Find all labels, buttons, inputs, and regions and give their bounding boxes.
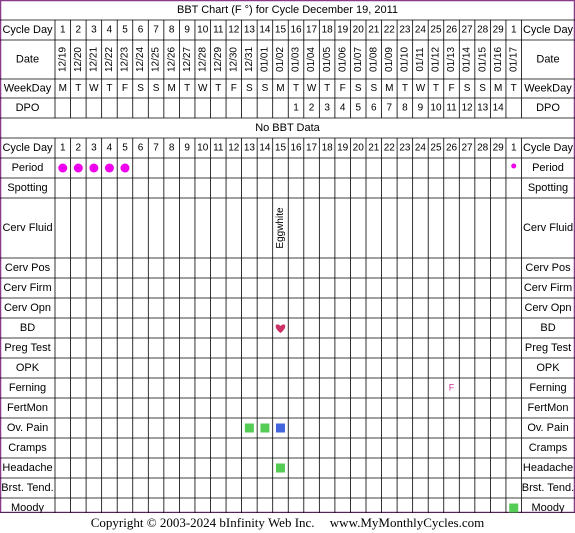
date-label: 01/02 (275, 46, 287, 73)
row-label-right-preg-test: Preg Test (524, 341, 572, 354)
weekday-value: F (230, 83, 237, 95)
cycle-day-value: 5 (122, 24, 128, 36)
weekday-value: T (401, 83, 408, 95)
cycle-day-value: 5 (122, 142, 128, 154)
weekday-value: M (167, 83, 176, 95)
cycle-day-value: 7 (153, 24, 159, 36)
cycle-day-value: 23 (399, 142, 411, 154)
cycle-day-value: 2 (75, 142, 82, 154)
weekday-value: T (432, 83, 440, 95)
row-label-right-cycle-day-2: Cycle Day (522, 141, 574, 154)
weekday-value: S (261, 83, 269, 95)
cycle-day-value: 2 (75, 24, 82, 36)
symptom-square (245, 424, 254, 433)
cycle-day-value: 26 (445, 24, 458, 36)
cycle-day-value: 12 (228, 142, 240, 154)
date-label: 01/17 (508, 46, 520, 73)
cycle-day-value: 18 (321, 142, 333, 154)
cycle-day-value: 19 (337, 24, 349, 36)
dpo-value: 11 (446, 102, 457, 114)
cycle-day-value: 9 (184, 24, 190, 36)
period-dot (89, 164, 98, 173)
row-label-right-ov-pain: Ov. Pain (527, 421, 569, 434)
date-label: 01/09 (383, 46, 395, 73)
date-label: 01/01 (259, 46, 271, 73)
cycle-day-value: 28 (477, 24, 489, 36)
date-label: 01/14 (461, 46, 473, 73)
period-dot (105, 164, 114, 173)
weekday-value: T (106, 83, 113, 95)
dpo-value: 12 (461, 102, 473, 114)
cycle-day-value: 3 (91, 142, 97, 154)
chart-border (1, 1, 575, 513)
row-label-right-dpo: DPO (536, 101, 560, 114)
row-label-cerv-opn: Cerv Opn (3, 301, 52, 314)
date-label: 12/24 (135, 46, 147, 73)
cycle-day-value: 21 (368, 142, 380, 154)
weekday-value: M (276, 83, 285, 95)
cycle-day-value: 15 (274, 142, 287, 154)
row-label-right-opk: OPK (536, 361, 560, 374)
heart-icon (276, 324, 286, 333)
cycle-day-value: 17 (306, 24, 318, 36)
cycle-day-value: 6 (137, 142, 144, 154)
weekday-value: F (448, 83, 455, 95)
date-label: 12/23 (119, 46, 131, 73)
dpo-value: 4 (339, 102, 346, 114)
weekday-value: S (246, 83, 253, 95)
period-dot (74, 164, 83, 173)
row-label-opk: OPK (15, 361, 40, 374)
symptom-square (276, 424, 285, 433)
row-label-dpo: DPO (15, 101, 40, 114)
cycle-day-value: 14 (259, 24, 271, 36)
weekday-value: S (370, 83, 378, 95)
dpo-value: 14 (492, 102, 504, 114)
cycle-day-value: 18 (321, 24, 333, 36)
cycle-day-value: 27 (461, 142, 473, 154)
weekday-value: S (463, 83, 471, 95)
weekday-value: F (121, 83, 129, 95)
date-label: 12/21 (88, 46, 100, 73)
dpo-value: 10 (430, 102, 442, 114)
row-label-cycle-day-2: Cycle Day (2, 141, 53, 154)
dpo-value: 3 (324, 102, 330, 114)
weekday-value: W (306, 83, 317, 95)
cycle-day-value: 13 (243, 24, 255, 36)
date-label: 12/31 (244, 46, 256, 73)
cycle-day-value: 24 (414, 142, 426, 154)
cycle-day-value: 13 (243, 142, 255, 154)
row-label-cerv-fluid: Cerv Fluid (2, 221, 53, 234)
row-label-right-moody: Moody (531, 501, 565, 513)
weekday-value: T (75, 83, 82, 95)
cycle-day-value: 19 (337, 142, 349, 154)
cycle-day-value: 16 (290, 24, 302, 36)
date-label: 01/07 (352, 46, 364, 73)
period-dot (58, 164, 67, 173)
cycle-day-value: 1 (510, 142, 517, 154)
dpo-value: 2 (308, 102, 315, 114)
row-label-ferning: Ferning (8, 381, 47, 394)
date-label: 01/10 (399, 46, 411, 73)
row-label-cycle-day: Cycle Day (2, 23, 53, 36)
date-label: 12/29 (212, 46, 224, 73)
date-label: 01/16 (492, 46, 504, 73)
row-label-right-spotting: Spotting (527, 181, 569, 194)
row-label-headache: Headache (2, 461, 53, 474)
dpo-value: 1 (293, 102, 299, 114)
row-label-right-headache: Headache (522, 461, 574, 474)
row-label-cerv-pos: Cerv Pos (4, 261, 51, 274)
row-label-bd: BD (19, 321, 36, 334)
date-label: 12/25 (150, 46, 162, 73)
cycle-day-value: 8 (168, 24, 175, 36)
cycle-day-value: 27 (461, 24, 473, 36)
weekday-value: S (152, 83, 160, 95)
row-label-fertmon: FertMon (7, 401, 48, 414)
weekday-value: T (292, 83, 300, 95)
cycle-day-value: 20 (352, 24, 364, 36)
date-label: 01/08 (368, 46, 380, 73)
date-label: 01/04 (306, 46, 318, 73)
cycle-day-value: 23 (399, 24, 411, 36)
copyright-text: Copyright © 2003-2024 bInfinity Web Inc. (90, 515, 315, 530)
cycle-day-value: 22 (383, 142, 395, 154)
weekday-value: W (415, 83, 426, 95)
row-label-preg-test: Preg Test (4, 341, 51, 354)
row-label-right-cramps: Cramps (528, 441, 568, 454)
cycle-day-value: 14 (259, 142, 271, 154)
cycle-day-value: 1 (59, 24, 66, 36)
weekday-value: S (137, 83, 144, 95)
weekday-value: F (339, 83, 346, 95)
dpo-value: 8 (402, 102, 408, 114)
cycle-day-value: 16 (290, 142, 302, 154)
cycle-day-value: 25 (430, 24, 442, 36)
dpo-value: 5 (355, 102, 362, 114)
symptom-square (276, 464, 285, 473)
weekday-value: M (385, 83, 394, 95)
date-label: 01/06 (337, 46, 349, 73)
symptom-square (509, 504, 518, 513)
cycle-day-value: 4 (106, 24, 113, 36)
row-label-brst-tend: Brst. Tend. (1, 481, 54, 494)
dpo-value: 13 (477, 102, 489, 114)
cycle-day-value: 10 (197, 142, 209, 154)
weekday-value: T (184, 83, 191, 95)
cycle-day-value: 1 (59, 142, 66, 154)
row-label-right-fertmon: FertMon (527, 401, 569, 414)
cycle-day-value: 26 (445, 142, 458, 154)
date-label: 01/03 (290, 46, 302, 73)
cycle-day-value: 4 (106, 142, 113, 154)
row-label-ov-pain: Ov. Pain (6, 421, 49, 434)
weekday-value: S (354, 83, 362, 95)
cycle-day-value: 6 (137, 24, 144, 36)
date-label: 12/22 (104, 46, 116, 73)
row-label-right-cerv-fluid: Cerv Fluid (522, 221, 574, 234)
weekday-value: T (324, 83, 331, 95)
cycle-day-value: 17 (306, 142, 318, 154)
symptom-square (260, 424, 269, 433)
cycle-day-value: 29 (492, 142, 504, 154)
row-label-weekday: WeekDay (3, 82, 52, 95)
cycle-day-value: 28 (477, 142, 489, 154)
row-label-right-cerv-firm: Cerv Firm (523, 281, 573, 294)
cycle-day-value: 3 (91, 24, 97, 36)
weekday-value: S (479, 83, 486, 95)
cycle-day-value: 22 (383, 24, 395, 36)
row-label-right-bd: BD (540, 321, 556, 334)
weekday-value: W (89, 83, 99, 95)
ferning-letter: F (448, 382, 455, 393)
cycle-day-value: 1 (510, 24, 517, 36)
date-label: 01/13 (446, 46, 458, 73)
cycle-day-value: 9 (184, 142, 190, 154)
cycle-day-value: 25 (430, 142, 442, 154)
row-label-right-cerv-pos: Cerv Pos (525, 261, 571, 274)
cycle-day-value: 11 (213, 24, 224, 36)
weekday-value: M (58, 83, 67, 95)
date-label: 12/27 (181, 46, 193, 73)
no-bbt-data-label: No BBT Data (255, 121, 320, 134)
cycle-day-value: 24 (414, 24, 426, 36)
site-link[interactable]: www.MyMonthlyCycles.com (329, 515, 485, 530)
cycle-day-value: 7 (153, 142, 159, 154)
row-label-moody: Moody (10, 501, 45, 513)
dpo-value: 7 (386, 102, 393, 114)
weekday-value: T (510, 83, 517, 95)
date-label: 12/28 (197, 46, 209, 73)
weekday-value: T (215, 83, 222, 95)
date-label: 12/26 (166, 46, 178, 73)
row-label-date: Date (15, 53, 40, 66)
row-label-right-period: Period (532, 161, 564, 174)
cycle-day-value: 11 (213, 142, 224, 154)
date-label: 01/11 (415, 47, 427, 72)
period-dot-small (511, 164, 516, 169)
cycle-day-value: 20 (352, 142, 364, 154)
row-label-period: Period (11, 161, 44, 174)
cycle-day-value: 10 (197, 24, 209, 36)
chart-title: BBT Chart (F °) for Cycle December 19, 2011 (176, 3, 399, 16)
date-label: 01/05 (321, 46, 333, 73)
row-label-cerv-firm: Cerv Firm (3, 281, 52, 294)
period-dot (120, 164, 129, 173)
weekday-value: M (494, 83, 503, 95)
cycle-day-value: 12 (228, 24, 240, 36)
row-label-right-date: Date (536, 53, 560, 66)
row-label-right-weekday: WeekDay (524, 82, 572, 95)
date-label: 01/15 (477, 46, 489, 73)
date-label: 12/30 (228, 46, 240, 73)
cycle-day-value: 15 (274, 24, 287, 36)
row-label-cramps: Cramps (8, 441, 47, 454)
row-label-spotting: Spotting (7, 181, 48, 194)
footer (0, 513, 575, 533)
cervical-fluid-eggwhite: Eggwhite (275, 207, 287, 249)
row-label-right-cerv-opn: Cerv Opn (524, 301, 572, 314)
row-label-right-brst-tend: Brst. Tend. (521, 481, 575, 494)
date-label: 01/12 (430, 46, 442, 73)
date-label: 12/19 (57, 46, 69, 73)
cycle-day-value: 8 (168, 142, 175, 154)
cycle-day-value: 21 (368, 24, 380, 36)
date-label: 12/20 (72, 46, 84, 73)
dpo-value: 9 (417, 102, 424, 114)
cycle-day-value: 29 (492, 24, 504, 36)
row-label-right-cycle-day: Cycle Day (522, 23, 574, 36)
dpo-value: 6 (370, 102, 377, 114)
row-label-right-ferning: Ferning (529, 381, 567, 394)
weekday-value: W (197, 83, 208, 95)
